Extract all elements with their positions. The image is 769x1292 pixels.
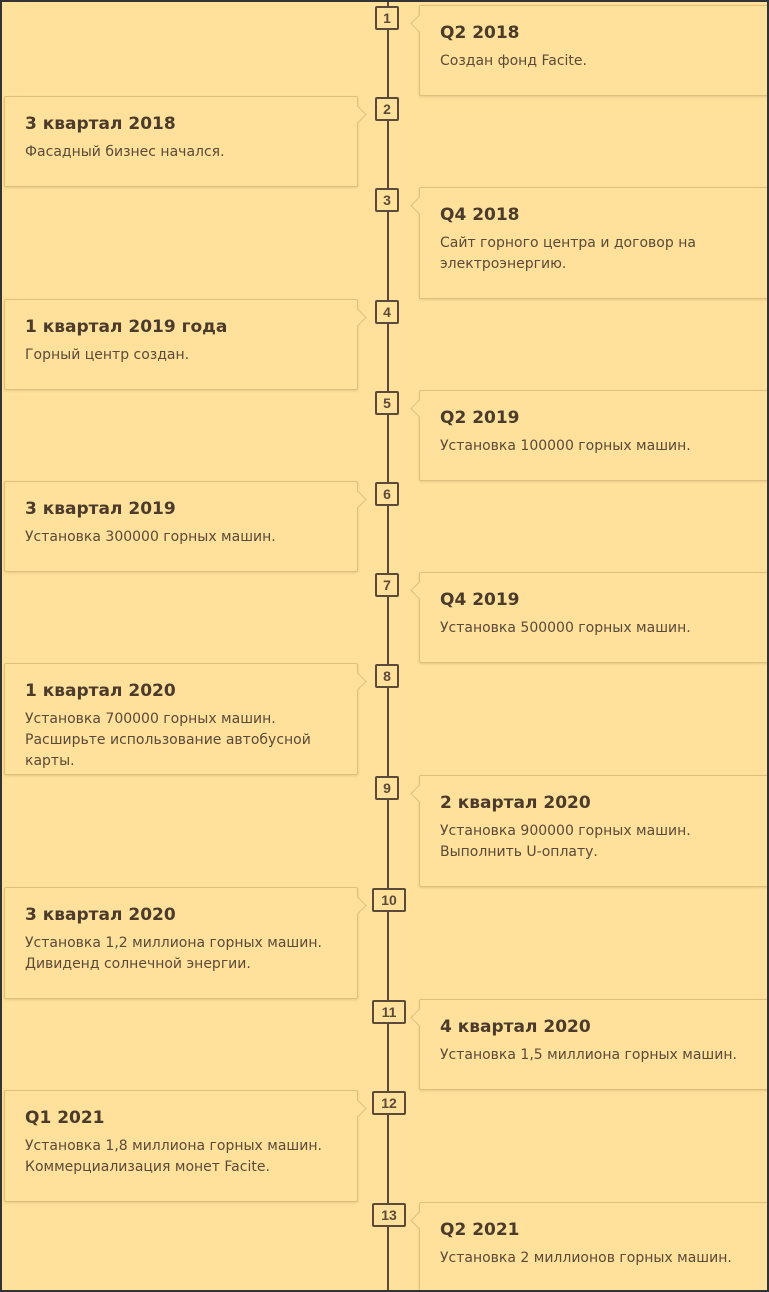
timeline-marker: 12	[372, 1091, 406, 1115]
timeline-card-title: 1 квартал 2019 года	[25, 317, 228, 337]
timeline-marker: 4	[375, 300, 399, 324]
timeline-card-text: Установка 1,8 миллиона горных машин. Коммерциализация монет Facite.	[25, 1138, 322, 1175]
timeline-marker: 11	[372, 1000, 406, 1024]
timeline-card-title: Q4 2018	[440, 205, 520, 225]
timeline-card	[419, 5, 769, 96]
timeline-card-title: Q1 2021	[25, 1108, 105, 1128]
timeline-card-title: Q2 2018	[440, 23, 520, 43]
timeline-card	[4, 887, 358, 999]
timeline-card-text: Установка 500000 горных машин.	[440, 620, 691, 636]
timeline-card-text: Установка 1,5 миллиона горных машин.	[440, 1047, 737, 1063]
timeline-card	[419, 187, 769, 299]
timeline-card	[4, 299, 358, 390]
timeline-card-title: Q2 2021	[440, 1220, 520, 1240]
timeline-card-text: Фасадный бизнес начался.	[25, 144, 225, 160]
timeline-marker: 6	[375, 482, 399, 506]
timeline-card-title: 3 квартал 2020	[25, 905, 176, 925]
timeline-marker: 7	[375, 573, 399, 597]
timeline-card-text: Установка 300000 горных машин.	[25, 529, 276, 545]
timeline-card-text: Установка 100000 горных машин.	[440, 438, 691, 454]
timeline-card-title: Q2 2019	[440, 408, 520, 428]
timeline-card	[419, 572, 769, 663]
timeline-card-title: 1 квартал 2020	[25, 681, 176, 701]
timeline-card-text: Установка 2 миллионов горных машин.	[440, 1250, 732, 1266]
timeline-card-text: Установка 1,2 миллиона горных машин. Дивиденд солнечной энергии.	[25, 935, 322, 972]
timeline-card-title: Q4 2019	[440, 590, 520, 610]
timeline-card	[4, 663, 358, 775]
timeline-card-text: Сайт горного центра и договор на электроэнергию.	[440, 235, 696, 272]
timeline-card	[4, 1090, 358, 1202]
timeline-card-text: Горный центр создан.	[25, 347, 190, 363]
timeline-marker: 13	[372, 1203, 406, 1227]
timeline-card	[419, 775, 769, 887]
timeline-card-text: Установка 900000 горных машин. Выполнить U-оплату.	[440, 823, 691, 860]
timeline-marker: 2	[375, 97, 399, 121]
timeline-card	[4, 481, 358, 572]
timeline-card	[419, 1202, 769, 1292]
timeline-card-title: 3 квартал 2019	[25, 499, 176, 519]
timeline-card	[4, 96, 358, 187]
timeline-marker: 8	[375, 664, 399, 688]
timeline-card	[419, 999, 769, 1090]
timeline-marker: 3	[375, 188, 399, 212]
timeline-card-text: Установка 700000 горных машин. Расширьте использование автобусной карты.	[25, 711, 311, 769]
timeline-marker: 5	[375, 391, 399, 415]
timeline-card-title: 2 квартал 2020	[440, 793, 591, 813]
timeline-card-title: 4 квартал 2020	[440, 1017, 591, 1037]
timeline-marker: 1	[375, 6, 399, 30]
timeline-marker: 10	[372, 888, 406, 912]
timeline-card-title: 3 квартал 2018	[25, 114, 176, 134]
timeline-card	[419, 390, 769, 481]
timeline-marker: 9	[375, 776, 399, 800]
timeline-card-text: Создан фонд Facite.	[440, 53, 587, 69]
